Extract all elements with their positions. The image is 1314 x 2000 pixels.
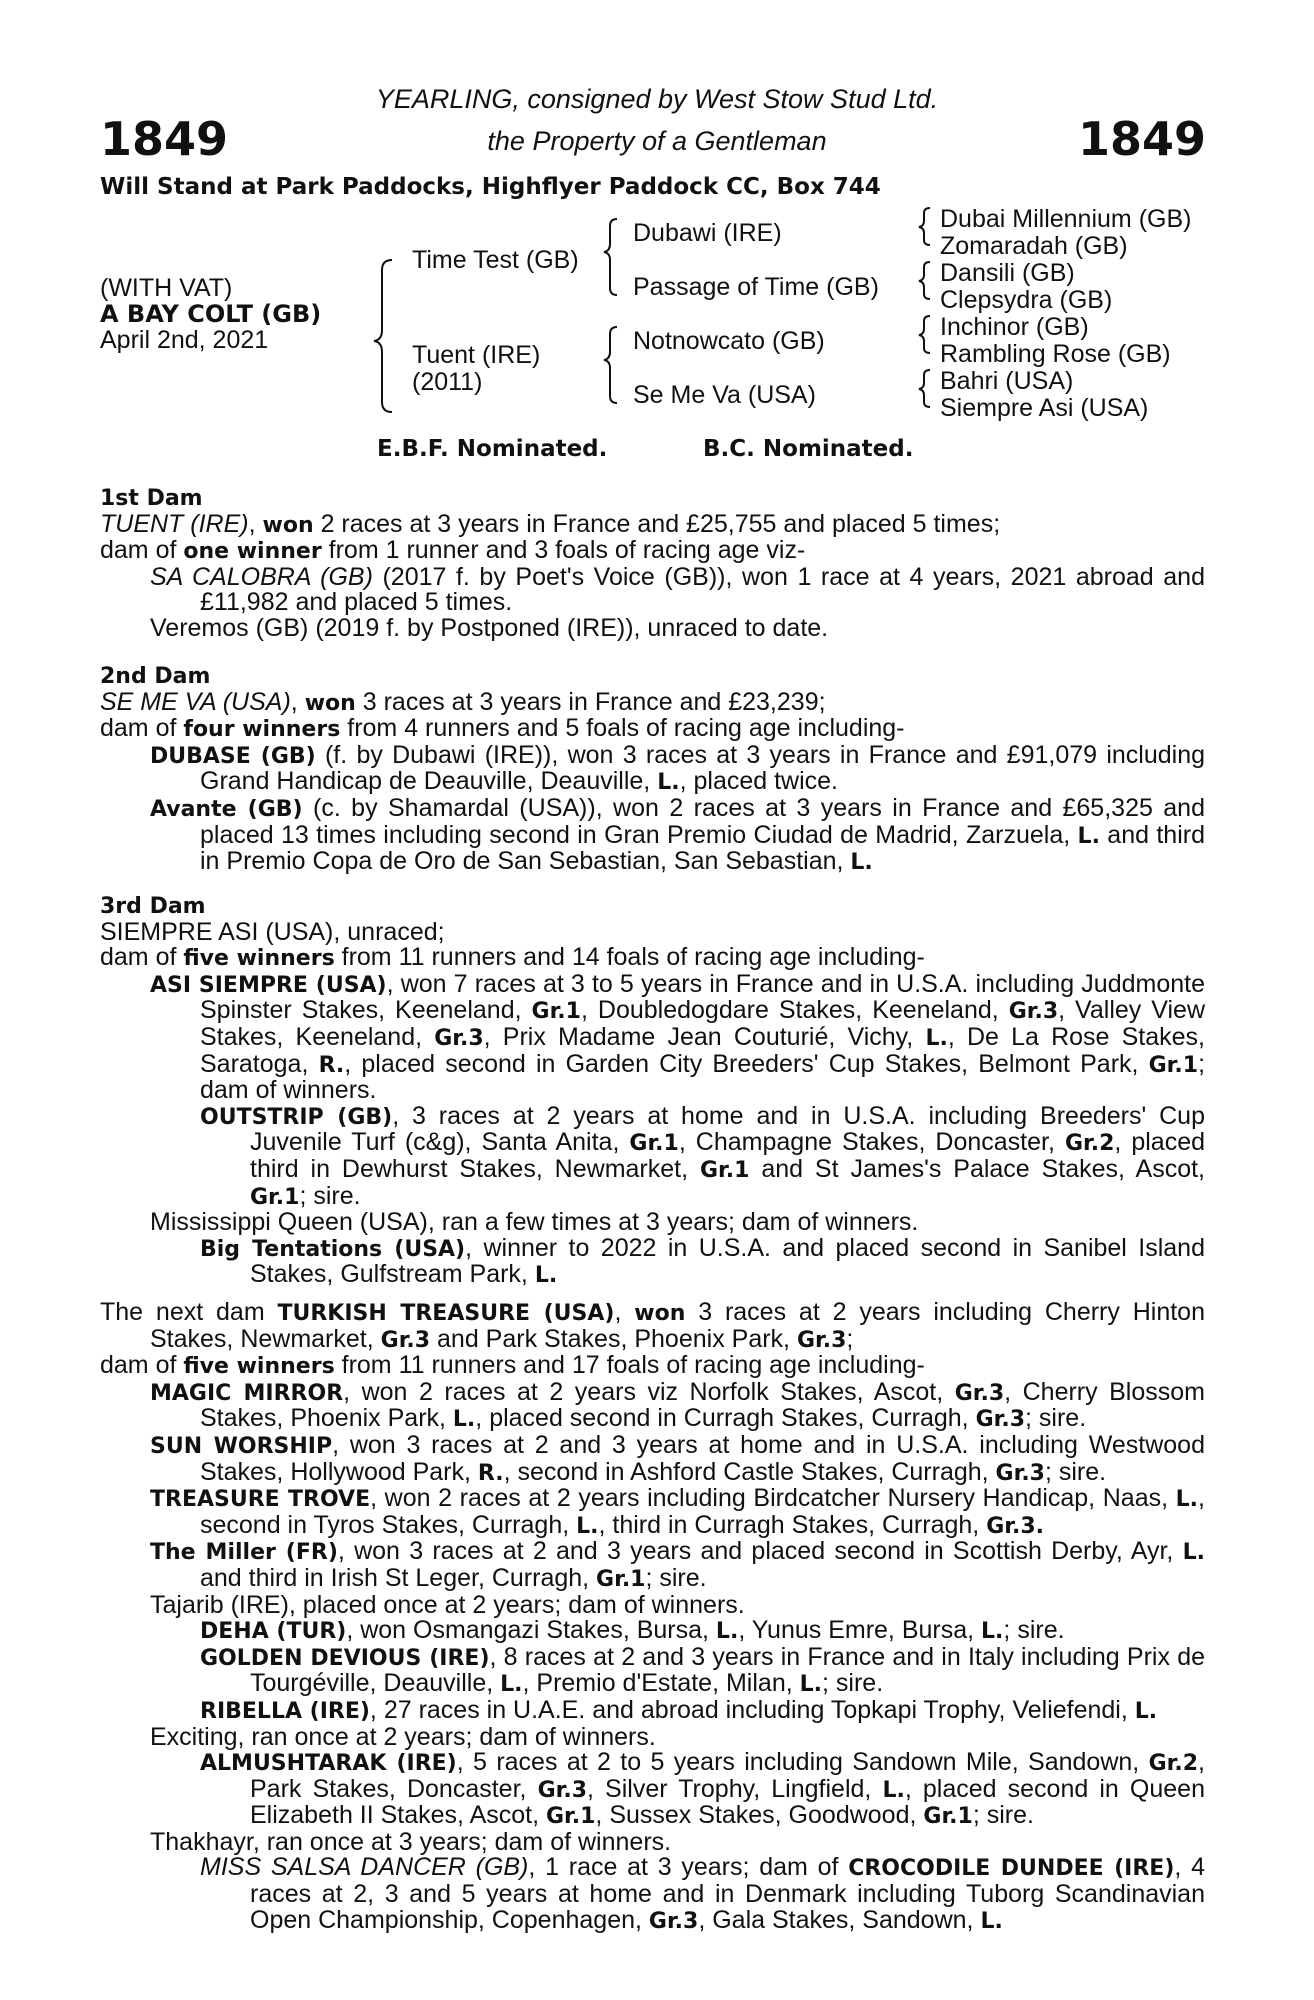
foaling-date: April 2nd, 2021	[100, 326, 269, 354]
dd-sire: Bahri (USA)	[940, 367, 1074, 395]
produce-entry: DUBASE (GB) (f. by Dubawi (IRE)), won 3 races at 3 years in France and £91,079 including Grand Handicap de Deauville, Deauville, L., placed twice.	[150, 740, 1205, 796]
first-dam-produce-summary: dam of one winner from 1 runner and 3 foals of racing age viz-	[100, 536, 806, 565]
third-dam-heading: 3rd Dam	[100, 894, 206, 919]
brace-level1	[374, 260, 392, 412]
produce-entry: Big Tentations (USA), winner to 2022 in U.S.A. and placed second in Sanibel Island Stakes, Gulfstream Park, L.	[200, 1233, 1205, 1289]
sire-name: Time Test (GB)	[412, 246, 579, 274]
produce-entry: Avante (GB) (c. by Shamardal (USA)), won 2 races at 3 years in France and £65,325 and placed 13 times including second in Gran Premio Ciudad de Madrid, Zarzuela, L. and third in Premio Copa de Oro de San Sebastian, San Sebastian, L.	[150, 793, 1205, 876]
brace-sire	[604, 219, 617, 295]
produce-entry: TREASURE TROVE, won 2 races at 2 years including Birdcatcher Nursery Handicap, Naas, L., second in Tyros Stakes, Curragh, L., third in Curragh Stakes, Curragh, Gr.3.	[150, 1484, 1205, 1539]
next-dam-produce-summary: dam of five winners from 11 runners and 17 foals of racing age including-	[100, 1351, 925, 1380]
sd-sire: Dansili (GB)	[940, 259, 1075, 287]
produce-entry: SA CALOBRA (GB) (2017 f. by Poet's Voice (GB)), won 1 race at 4 years, 2021 abroad and £11,982 and placed 5 times.	[150, 562, 1205, 617]
stand-location: Will Stand at Park Paddocks, Highflyer Paddock CC, Box 744	[100, 174, 881, 200]
second-dam-record: SE ME VA (USA), won 3 races at 3 years in France and £23,239;	[100, 687, 826, 716]
sire-sire: Dubawi (IRE)	[633, 219, 782, 247]
lot-number-right: 1849	[1077, 112, 1206, 166]
second-dam-section	[100, 663, 1205, 876]
property-line: the Property of a Gentleman	[487, 126, 827, 156]
second-dam-heading: 2nd Dam	[100, 664, 211, 689]
ss-sire: Dubai Millennium (GB)	[940, 205, 1192, 233]
ds-sire: Inchinor (GB)	[940, 313, 1089, 341]
produce-entry: Mississippi Queen (USA), ran a few times at 3 years; dam of winners.	[150, 1208, 919, 1237]
produce-entry: OUTSTRIP (GB), 3 races at 2 years at home and in U.S.A. including Breeders' Cup Juvenile Turf (c&g), Santa Anita, Gr.1, Champagne Stakes, Doncaster, Gr.2, placed third in Dewhurst Stakes, Newmarket, Gr.1 and St James's Palace Stakes, Ascot, Gr.1; sire.	[200, 1101, 1206, 1210]
dam-sire: Notnowcato (GB)	[633, 327, 825, 355]
ds-dam: Rambling Rose (GB)	[940, 340, 1171, 368]
produce-entry: Thakhayr, ran once at 3 years; dam of winners.	[150, 1827, 672, 1856]
produce-entry: SUN WORSHIP, won 3 races at 2 and 3 years at home and in U.S.A. including Westwood Stakes, Hollywood Park, R., second in Ashford Castle Stakes, Curragh, Gr.3; sire.	[150, 1430, 1205, 1486]
first-dam-section	[100, 485, 1205, 642]
next-dam-record: The next dam TURKISH TREASURE (USA), won 3 races at 2 years including Cherry Hinton Stakes, Newmarket, Gr.3 and Park Stakes, Phoenix Park, Gr.3;	[100, 1298, 1205, 1353]
next-dam-section	[100, 1300, 1205, 1934]
produce-entry: Veremos (GB) (2019 f. by Postponed (IRE)), unraced to date.	[150, 613, 829, 642]
ebf-nomination: E.B.F. Nominated.	[377, 436, 608, 462]
produce-entry: ALMUSHTARAK (IRE), 5 races at 2 to 5 years including Sandown Mile, Sandown, Gr.2, Park Stakes, Doncaster, Gr.3, Silver Trophy, Lingfield, L., placed second in Queen Elizabeth II Stakes, Ascot, Gr.1, Sussex Stakes, Goodwood, Gr.1; sire.	[200, 1748, 1205, 1830]
produce-entry: The Miller (FR), won 3 races at 2 and 3 years and placed second in Scottish Derby, Ayr, L. and third in Irish St Leger, Curragh, Gr.1; sire.	[150, 1537, 1206, 1592]
brace-dam	[604, 327, 617, 403]
third-dam-record: SIEMPRE ASI (USA), unraced;	[100, 917, 445, 946]
brace-ss	[919, 208, 930, 245]
ss-dam: Zomaradah (GB)	[940, 232, 1128, 260]
dam-name: Tuent (IRE)	[412, 341, 541, 369]
second-dam-produce-summary: dam of four winners from 4 runners and 5 foals of racing age including-	[100, 714, 905, 743]
first-dam-record: TUENT (IRE), won 2 races at 3 years in France and £25,755 and placed 5 times;	[100, 509, 1001, 538]
vat-note: (WITH VAT)	[100, 274, 233, 302]
sire-dam: Passage of Time (GB)	[633, 273, 879, 301]
dam-year: (2011)	[412, 368, 483, 396]
first-dam-heading: 1st Dam	[100, 486, 203, 511]
dd-dam: Siempre Asi (USA)	[940, 394, 1149, 422]
brace-ds	[919, 316, 930, 353]
consignor-line: YEARLING, consigned by West Stow Stud Ltd.	[375, 84, 939, 114]
brace-sd	[919, 262, 930, 299]
produce-entry: Exciting, ran once at 2 years; dam of winners.	[150, 1722, 656, 1751]
produce-entry: ASI SIEMPRE (USA), won 7 races at 3 to 5 years in France and in U.S.A. including Juddmonte Spinster Stakes, Keeneland, Gr.1, Doubledogdare Stakes, Keeneland, Gr.3, Valley View Stakes, Keeneland, Gr.3, Prix Madame Jean Couturié, Vichy, L., De La Rose Stakes, Saratoga, R., placed second in Garden City Breeders' Cup Stakes, Belmont Park, Gr.1; dam of winners.	[150, 969, 1206, 1105]
produce-entry: MISS SALSA DANCER (GB), 1 race at 3 years; dam of CROCODILE DUNDEE (IRE), 4 races at 2, 3 and 5 years at home and in Denmark including Tuborg Scandinavian Open Championship, Copenhagen, Gr.3, Gala Stakes, Sandown, L.	[200, 1853, 1205, 1934]
brace-dd	[919, 370, 930, 407]
third-dam-produce-summary: dam of five winners from 11 runners and 14 foals of racing age including-	[100, 943, 925, 972]
bc-nomination: B.C. Nominated.	[703, 436, 914, 462]
lot-number-left: 1849	[100, 112, 229, 166]
produce-entry: Tajarib (IRE), placed once at 2 years; dam of winners.	[150, 1590, 745, 1619]
dam-dam: Se Me Va (USA)	[633, 381, 816, 409]
horse-name: A BAY COLT (GB)	[100, 300, 322, 328]
sd-dam: Clepsydra (GB)	[940, 286, 1113, 314]
produce-entry: DEHA (TUR), won Osmangazi Stakes, Bursa, L., Yunus Emre, Bursa, L.; sire.	[200, 1616, 1065, 1645]
third-dam-section	[100, 893, 1205, 1289]
produce-entry: MAGIC MIRROR, won 2 races at 2 years viz Norfolk Stakes, Ascot, Gr.3, Cherry Blossom Stakes, Phoenix Park, L., placed second in Curragh Stakes, Curragh, Gr.3; sire.	[150, 1377, 1205, 1433]
produce-entry: GOLDEN DEVIOUS (IRE), 8 races at 2 and 3 years in France and in Italy including Prix de Tourgéville, Deauville, L., Premio d'Estate, Milan, L.; sire.	[200, 1642, 1205, 1698]
produce-entry: RIBELLA (IRE), 27 races in U.A.E. and abroad including Topkapi Trophy, Veliefendi, L.	[200, 1695, 1158, 1724]
